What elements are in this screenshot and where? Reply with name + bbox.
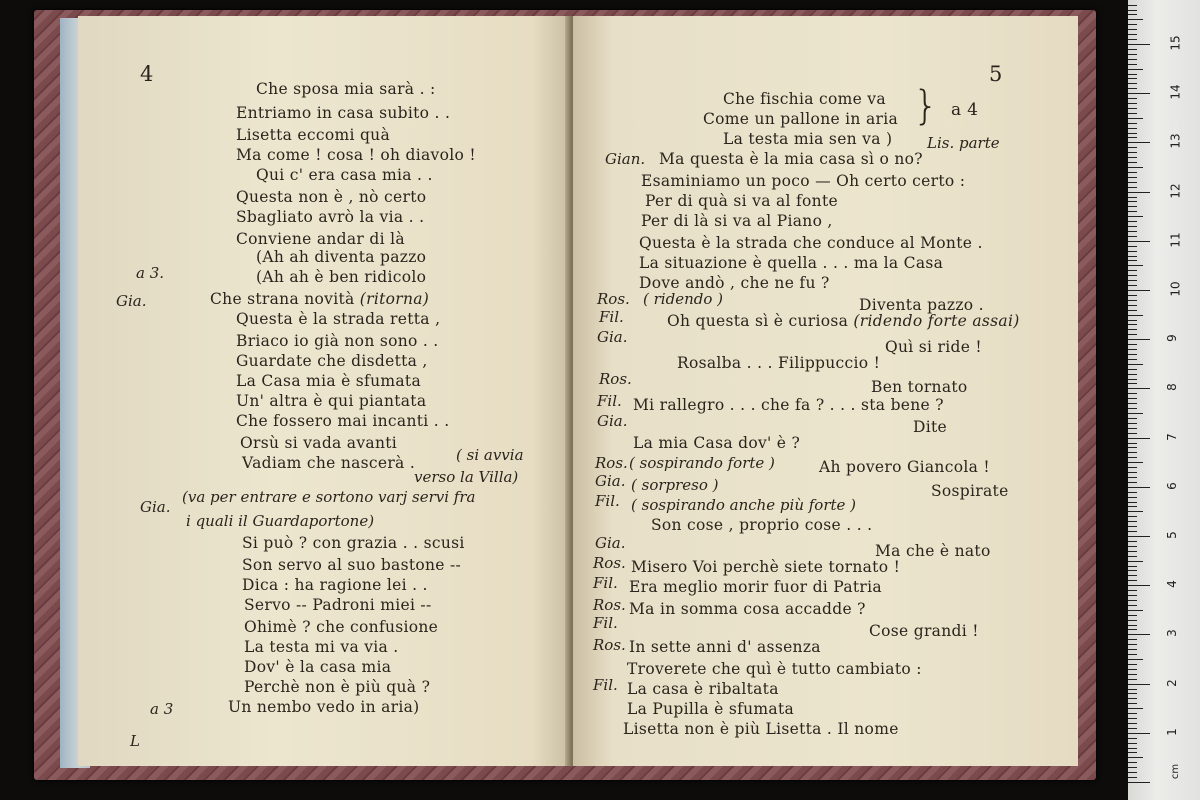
ruler-tick xyxy=(1128,137,1137,138)
ruler-tick xyxy=(1128,24,1137,25)
ruler-tick xyxy=(1128,526,1137,527)
verse-line: Troverete che quì è tutto cambiato : xyxy=(627,660,922,678)
ruler-tick xyxy=(1128,403,1137,404)
ruler-number: 13 xyxy=(1168,133,1183,150)
ruler-tick xyxy=(1128,684,1150,685)
verse-line: Che strana novità (ritorna) xyxy=(210,290,430,308)
ruler-tick xyxy=(1128,570,1137,571)
ruler-tick xyxy=(1128,654,1137,655)
stage-direction: ( si avvia xyxy=(456,446,524,464)
verse-line: In sette anni d' assenza xyxy=(629,638,821,656)
ruler-tick xyxy=(1128,344,1137,345)
ruler-tick xyxy=(1128,447,1137,448)
verse-line: Perchè non è più quà ? xyxy=(244,678,431,696)
ruler-number: 6 xyxy=(1164,481,1179,490)
ruler-tick xyxy=(1128,649,1137,650)
verse-line: Dove andò , che ne fu ? xyxy=(639,274,830,292)
verse-line: Che sposa mia sarà . : xyxy=(256,80,436,98)
verse-line: Sospirate xyxy=(931,482,1009,500)
verse-line: Che fischia come va xyxy=(723,90,886,108)
verse-line: Ma questa è la mia casa sì o no? xyxy=(659,150,923,168)
ruler-tick xyxy=(1128,728,1137,729)
speaker-label: Gian. xyxy=(605,150,646,168)
ruler-tick xyxy=(1128,398,1137,399)
ruler-tick xyxy=(1128,713,1137,714)
ruler-tick xyxy=(1128,733,1150,734)
ruler-tick xyxy=(1128,541,1137,542)
ruler-tick xyxy=(1128,241,1150,242)
ruler-tick xyxy=(1128,98,1137,99)
ruler-tick xyxy=(1128,339,1150,340)
ruler-tick xyxy=(1128,285,1137,286)
speaker-label: Fil. xyxy=(593,676,618,694)
ruler-tick xyxy=(1128,157,1137,158)
verse-line: Un nembo vedo in aria) xyxy=(228,698,420,716)
ruler-tick xyxy=(1128,536,1150,537)
ruler-tick xyxy=(1128,428,1137,429)
verse-line: Un' altra è qui piantata xyxy=(236,392,427,410)
left-page xyxy=(78,16,571,766)
ruler-tick xyxy=(1128,359,1137,360)
ruler-tick xyxy=(1128,44,1150,45)
ruler-tick xyxy=(1128,187,1137,188)
ruler-tick xyxy=(1128,615,1137,616)
ruler-tick xyxy=(1128,5,1137,6)
verse-line: Dite xyxy=(913,418,947,436)
ruler-tick xyxy=(1128,133,1137,134)
ruler-tick xyxy=(1128,610,1143,611)
ruler-number: 4 xyxy=(1164,580,1179,589)
ruler-tick xyxy=(1128,290,1150,291)
verse-line: Guardate che disdetta , xyxy=(236,352,428,370)
verse-line: Lisetta eccomi quà xyxy=(236,126,390,144)
page-number-left: 4 xyxy=(140,62,154,86)
ruler-tick xyxy=(1128,177,1137,178)
measurement-ruler xyxy=(1128,0,1200,800)
ruler-tick xyxy=(1128,467,1137,468)
ruler-tick xyxy=(1128,310,1137,311)
ruler-tick xyxy=(1128,580,1137,581)
verse-line: Vadiam che nascerà . xyxy=(242,454,416,472)
ruler-tick xyxy=(1128,748,1137,749)
ruler-tick xyxy=(1128,201,1137,202)
ruler-tick xyxy=(1128,408,1137,409)
verse-line: Diventa pazzo . xyxy=(859,296,984,314)
ruler-unit: cm xyxy=(1170,763,1182,780)
ruler-number: 1 xyxy=(1164,727,1179,736)
ruler-tick xyxy=(1128,393,1137,394)
ruler-tick xyxy=(1128,477,1137,478)
verse-line: Ma che è nato xyxy=(875,542,991,560)
verse-line: Mi rallegro . . . che fa ? . . . sta bene ? xyxy=(633,396,944,414)
ruler-tick xyxy=(1128,39,1137,40)
ruler-tick xyxy=(1128,216,1143,217)
ruler-tick xyxy=(1128,295,1137,296)
verse-line: Che fossero mai incanti . . xyxy=(236,412,450,430)
verse-line: Questa è la strada retta , xyxy=(236,310,441,328)
speaker-label: Ros. xyxy=(595,454,628,472)
speaker-label: Ros. xyxy=(593,596,626,614)
verse-line: Come un pallone in aria xyxy=(703,110,898,128)
verse-line: La Pupilla è sfumata xyxy=(627,700,795,718)
ruler-tick xyxy=(1128,388,1150,389)
ruler-tick xyxy=(1128,723,1137,724)
ruler-tick xyxy=(1128,546,1137,547)
ruler-tick xyxy=(1128,192,1150,193)
ruler-number: 9 xyxy=(1164,334,1179,343)
ruler-tick xyxy=(1128,64,1137,65)
ruler-tick xyxy=(1128,620,1137,621)
ruler-tick xyxy=(1128,123,1137,124)
stage-direction: ( sorpreso ) xyxy=(631,476,719,494)
ruler-tick xyxy=(1128,629,1137,630)
ruler-number: 3 xyxy=(1164,629,1179,638)
ruler-tick xyxy=(1128,103,1137,104)
verse-line: Dica : ha ragione lei . . xyxy=(242,576,428,594)
speaker-label: Gia. xyxy=(595,472,626,490)
ruler-tick xyxy=(1128,506,1137,507)
ruler-tick xyxy=(1128,300,1137,301)
right-page xyxy=(573,16,1078,766)
verse-line: Son servo al suo bastone -- xyxy=(242,556,462,574)
ruler-tick xyxy=(1128,69,1143,70)
ruler-tick xyxy=(1128,118,1143,119)
brace-glyph: } xyxy=(913,83,939,129)
ruler-tick xyxy=(1128,762,1137,763)
verse-line: La Casa mia è sfumata xyxy=(236,372,421,390)
ruler-tick xyxy=(1128,492,1137,493)
margin-mark: a 3 xyxy=(150,700,174,718)
verse-line: Ma come ! cosa ! oh diavolo ! xyxy=(236,146,476,164)
ruler-tick xyxy=(1128,772,1137,773)
verse-line: Ohimè ? che confusione xyxy=(244,618,439,636)
ruler-tick xyxy=(1128,585,1150,586)
ruler-number: 5 xyxy=(1164,531,1179,539)
ruler-tick xyxy=(1128,147,1137,148)
ruler-tick xyxy=(1128,305,1137,306)
ruler-tick xyxy=(1128,674,1137,675)
ruler-tick xyxy=(1128,88,1137,89)
ruler-tick xyxy=(1128,521,1137,522)
ruler-tick xyxy=(1128,752,1137,753)
verse-line: La casa è ribaltata xyxy=(627,680,779,698)
ruler-tick xyxy=(1128,698,1137,699)
ruler-tick xyxy=(1128,280,1137,281)
stage-direction: Lis. parte xyxy=(927,134,1000,152)
verse-line: Entriamo in casa subito . . xyxy=(236,104,451,122)
ruler-tick xyxy=(1128,74,1137,75)
speaker-label: Ros. xyxy=(593,636,626,654)
ruler-tick xyxy=(1128,418,1137,419)
verse-line: Questa non è , nò certo xyxy=(236,188,427,206)
ruler-tick xyxy=(1128,349,1137,350)
ruler-tick xyxy=(1128,152,1137,153)
ruler-tick xyxy=(1128,329,1137,330)
stage-direction: ( ridendo ) xyxy=(643,290,723,308)
verse-line: Conviene andar di là xyxy=(236,230,405,248)
verse-line: Cose grandi ! xyxy=(869,622,979,640)
verse-line: Lisetta non è più Lisetta . Il nome xyxy=(623,720,899,738)
verse-line: Qui c' era casa mia . . xyxy=(256,166,433,184)
ruler-tick xyxy=(1128,167,1143,168)
ruler-tick xyxy=(1128,364,1143,365)
verse-line: Quì si ride ! xyxy=(885,338,982,356)
page-number-right: 5 xyxy=(989,62,1003,86)
ruler-tick xyxy=(1128,659,1143,660)
ruler-tick xyxy=(1128,197,1137,198)
ruler-tick xyxy=(1128,206,1137,207)
ruler-tick xyxy=(1128,462,1143,463)
ruler-tick xyxy=(1128,275,1137,276)
ruler-tick xyxy=(1128,260,1137,261)
speaker-label: Gia. xyxy=(597,328,628,346)
ruler-tick xyxy=(1128,246,1137,247)
ruler-tick xyxy=(1128,78,1137,79)
ruler-tick xyxy=(1128,108,1137,109)
ruler-tick xyxy=(1128,315,1143,316)
ruler-tick xyxy=(1128,595,1137,596)
speaker-label: Gia. xyxy=(597,412,628,430)
verse-line: (Ah ah diventa pazzo xyxy=(256,248,427,266)
ruler-tick xyxy=(1128,374,1137,375)
ruler-number: 7 xyxy=(1164,432,1179,441)
ruler-tick xyxy=(1128,703,1137,704)
ruler-tick xyxy=(1128,354,1137,355)
ruler-number: 14 xyxy=(1168,84,1183,100)
ruler-number: 8 xyxy=(1164,383,1179,392)
stage-direction: verso la Villa) xyxy=(414,468,519,486)
ruler-tick xyxy=(1128,423,1137,424)
ruler-tick xyxy=(1128,128,1137,129)
ruler-tick xyxy=(1128,590,1137,591)
ruler-tick xyxy=(1128,162,1137,163)
ruler-tick xyxy=(1128,413,1143,414)
ruler-tick xyxy=(1128,708,1143,709)
verse-line: Briaco io già non sono . . xyxy=(236,332,439,350)
ruler-tick xyxy=(1128,566,1137,567)
speaker-label: Fil. xyxy=(593,614,618,632)
ruler-tick xyxy=(1128,767,1137,768)
verse-line: La testa mi va via . xyxy=(244,638,399,656)
ruler-number: 11 xyxy=(1168,232,1183,248)
ruler-tick xyxy=(1128,256,1137,257)
ruler-tick xyxy=(1128,482,1137,483)
ruler-tick xyxy=(1128,718,1137,719)
speaker-label: Fil. xyxy=(593,574,618,592)
ruler-tick xyxy=(1128,502,1137,503)
margin-mark: a 3. xyxy=(136,264,165,282)
stage-direction: (va per entrare e sortono varj servi fra xyxy=(182,488,476,506)
verse-line: La situazione è quella . . . ma la Casa xyxy=(639,254,944,272)
ruler-tick xyxy=(1128,693,1137,694)
ruler-tick xyxy=(1128,211,1137,212)
ruler-tick xyxy=(1128,226,1137,227)
verse-line: Son cose , proprio cose . . . xyxy=(651,516,873,534)
ruler-tick xyxy=(1128,383,1137,384)
verse-line: La testa mia sen va ) xyxy=(723,130,893,148)
ruler-tick xyxy=(1128,221,1137,222)
ruler-tick xyxy=(1128,738,1137,739)
ruler-number: 15 xyxy=(1168,35,1183,51)
ruler-tick xyxy=(1128,497,1137,498)
ruler-number: 10 xyxy=(1168,281,1183,297)
verse-line: Per di là si va al Piano , xyxy=(641,212,833,230)
ruler-tick xyxy=(1128,172,1137,173)
stage-direction: ( sospirando forte ) xyxy=(629,454,775,472)
verse-line: Ma in somma cosa accadde ? xyxy=(629,600,866,618)
ruler-tick xyxy=(1128,757,1143,758)
ruler-tick xyxy=(1128,634,1150,635)
verse-line: Ben tornato xyxy=(871,378,968,396)
ruler-tick xyxy=(1128,472,1137,473)
verse-line: Rosalba . . . Filippuccio ! xyxy=(677,354,881,372)
verse-line: Per di quà si va al fonte xyxy=(645,192,838,210)
verse-line: Ah povero Giancola ! xyxy=(819,458,990,476)
ruler-tick xyxy=(1128,83,1137,84)
ruler-tick xyxy=(1128,664,1137,665)
ruler-tick xyxy=(1128,625,1137,626)
verse-line: Servo -- Padroni miei -- xyxy=(244,596,432,614)
ruler-tick xyxy=(1128,743,1137,744)
verse-line: Si può ? con grazia . . scusi xyxy=(242,534,465,552)
verse-line: Orsù si vada avanti xyxy=(240,434,398,452)
ruler-tick xyxy=(1128,265,1143,266)
margin-mark: Gia. xyxy=(140,498,171,516)
ruler-tick xyxy=(1128,679,1137,680)
ruler-tick xyxy=(1128,511,1143,512)
ruler-tick xyxy=(1128,777,1137,778)
speaker-label: Fil. xyxy=(595,492,620,510)
speaker-label: Fil. xyxy=(597,392,622,410)
ruler-number: 2 xyxy=(1164,678,1179,687)
margin-mark: L xyxy=(130,732,140,750)
ruler-tick xyxy=(1128,457,1137,458)
ruler-tick xyxy=(1128,324,1137,325)
ruler-tick xyxy=(1128,19,1143,20)
ensemble-marker: a 4 xyxy=(951,100,979,120)
speaker-label: Fil. xyxy=(599,308,624,326)
ruler-tick xyxy=(1128,29,1137,30)
verse-line: Sbagliato avrò la via . . xyxy=(236,208,425,226)
ruler-number: 12 xyxy=(1168,182,1183,199)
margin-mark: Gia. xyxy=(116,292,147,310)
ruler-tick xyxy=(1128,556,1137,557)
ruler-tick xyxy=(1128,782,1150,783)
ruler-tick xyxy=(1128,669,1137,670)
ruler-tick xyxy=(1128,452,1137,453)
verse-line: Esaminiamo un poco — Oh certo certo : xyxy=(641,172,966,190)
ruler-tick xyxy=(1128,443,1137,444)
verse-line: Misero Voi perchè siete tornato ! xyxy=(631,558,901,576)
ruler-tick xyxy=(1128,320,1137,321)
ruler-tick xyxy=(1128,551,1137,552)
ruler-tick xyxy=(1128,14,1137,15)
verse-line: La mia Casa dov' è ? xyxy=(633,434,801,452)
ruler-tick xyxy=(1128,438,1150,439)
ruler-tick xyxy=(1128,600,1137,601)
ruler-tick xyxy=(1128,59,1137,60)
verse-line: Questa è la strada che conduce al Monte . xyxy=(639,234,983,252)
ruler-tick xyxy=(1128,236,1137,237)
ruler-tick xyxy=(1128,575,1137,576)
speaker-label: Ros. xyxy=(593,554,626,572)
ruler-tick xyxy=(1128,516,1137,517)
stage-direction: ( sospirando anche più forte ) xyxy=(631,496,857,514)
speaker-label: Ros. xyxy=(599,370,632,388)
ruler-tick xyxy=(1128,251,1137,252)
ruler-tick xyxy=(1128,182,1137,183)
ruler-tick xyxy=(1128,113,1137,114)
ruler-tick xyxy=(1128,531,1137,532)
verse-line: (Ah ah è ben ridicolo xyxy=(256,268,427,286)
verse-line: Era meglio morir fuor di Patria xyxy=(629,578,882,596)
ruler-tick xyxy=(1128,487,1150,488)
ruler-tick xyxy=(1128,369,1137,370)
verse-line: Dov' è la casa mia xyxy=(244,658,392,676)
ruler-tick xyxy=(1128,689,1137,690)
ruler-tick xyxy=(1128,433,1137,434)
ruler-tick xyxy=(1128,270,1137,271)
ruler-tick xyxy=(1128,34,1137,35)
ruler-tick xyxy=(1128,142,1150,143)
ruler-tick xyxy=(1128,561,1143,562)
ruler-tick xyxy=(1128,10,1137,11)
ruler-tick xyxy=(1128,231,1137,232)
stage-direction: i quali il Guardaportone) xyxy=(186,512,375,530)
speaker-label: Gia. xyxy=(595,534,626,552)
ruler-tick xyxy=(1128,639,1137,640)
ruler-tick xyxy=(1128,93,1150,94)
ruler-tick xyxy=(1128,49,1137,50)
ruler-tick xyxy=(1128,334,1137,335)
verse-line: Oh questa sì è curiosa (ridendo forte assai) xyxy=(667,312,1020,330)
ruler-tick xyxy=(1128,644,1137,645)
ruler-tick xyxy=(1128,379,1137,380)
speaker-label: Ros. xyxy=(597,290,630,308)
ruler-tick xyxy=(1128,54,1137,55)
ruler-tick xyxy=(1128,605,1137,606)
